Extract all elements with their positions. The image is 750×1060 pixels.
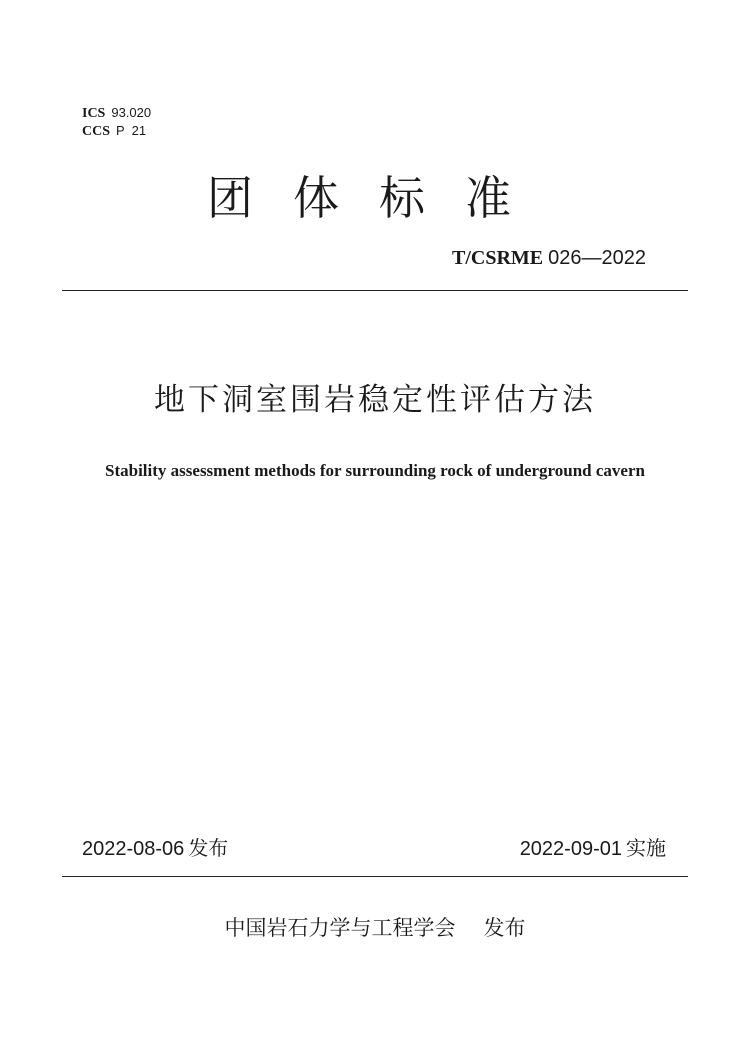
standard-number-prefix: T/CSRME xyxy=(452,247,544,269)
standard-number-value: 026—2022 xyxy=(548,247,646,269)
ccs-code xyxy=(82,123,146,140)
publisher-line xyxy=(0,914,750,942)
implementation-date xyxy=(520,835,666,862)
publisher-name: 中国岩石力学与工程学会 xyxy=(224,916,456,940)
standard-number xyxy=(452,246,646,270)
implementation-date-value: 2022-09-01 xyxy=(519,838,622,860)
ics-label: ICS xyxy=(82,106,106,121)
ics-value: 93.020 xyxy=(111,105,152,120)
top-divider xyxy=(62,290,688,291)
ccs-value: P 21 xyxy=(116,123,147,138)
standard-type-heading: 团体标准 xyxy=(207,171,551,225)
publisher-action: 发布 xyxy=(483,916,526,940)
implementation-date-label: 实施 xyxy=(626,836,666,860)
ccs-label: CCS xyxy=(82,124,111,139)
bottom-divider xyxy=(62,876,688,877)
title-english: Stability assessment methods for surrounding rock of underground cavern xyxy=(105,461,645,480)
issue-date-value: 2022-08-06 xyxy=(82,838,185,860)
issue-date-label: 发布 xyxy=(188,836,229,860)
title-chinese: 地下洞室围岩稳定性评估方法 xyxy=(154,382,596,418)
ics-code xyxy=(82,105,151,122)
issue-date xyxy=(82,835,228,862)
